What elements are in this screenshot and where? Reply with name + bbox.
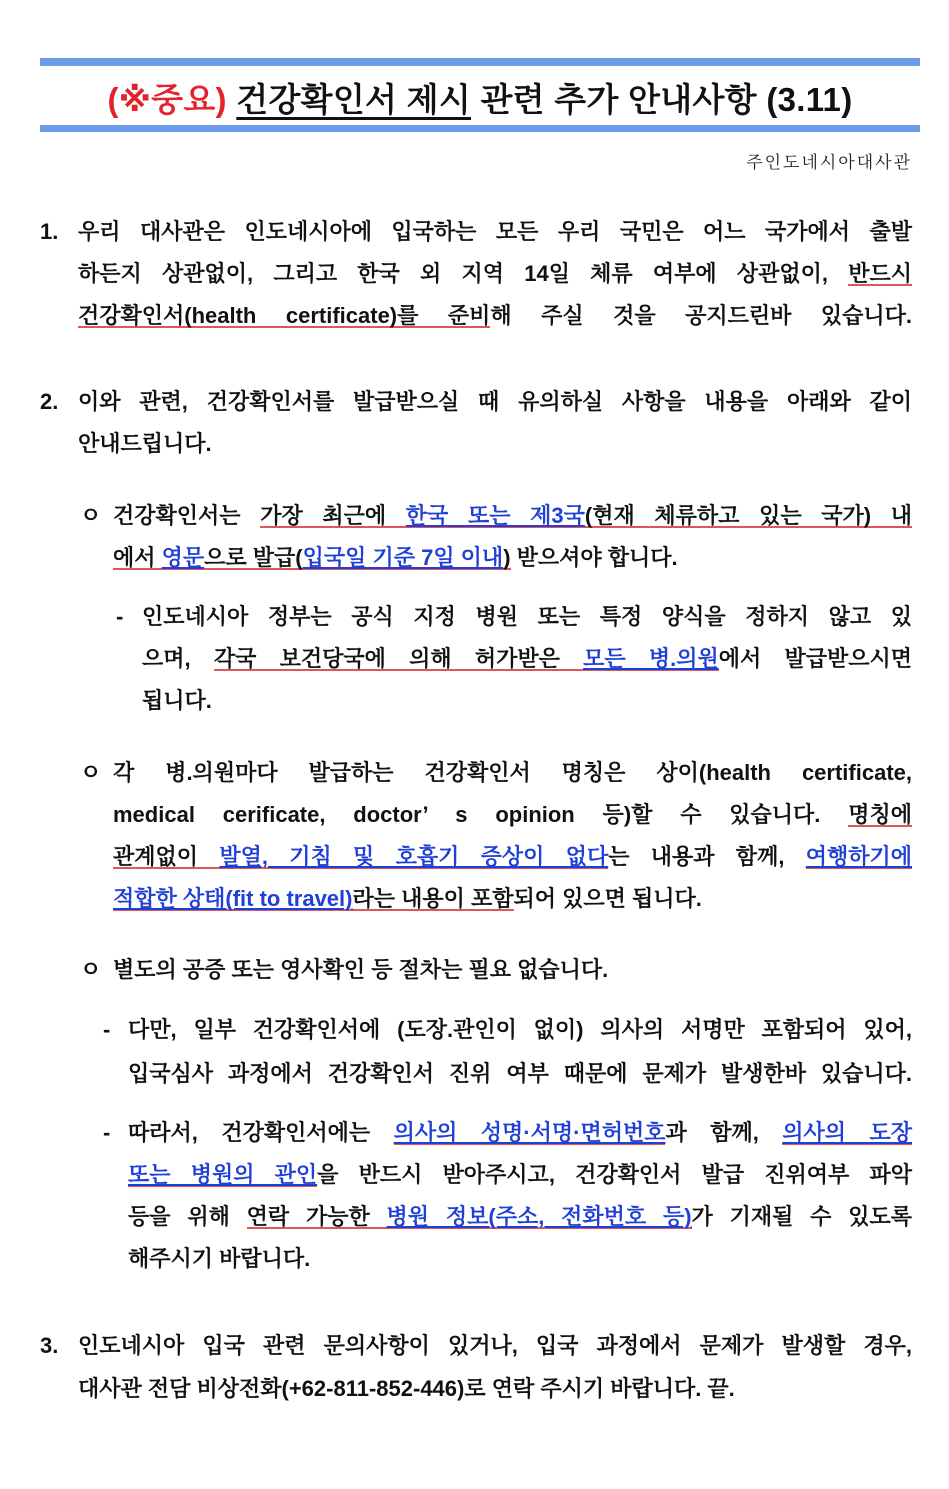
sender-embassy: 주인도네시아대사관 <box>746 153 912 172</box>
text-line <box>128 1008 912 1052</box>
text-segment: 등을 위해 <box>128 1204 247 1229</box>
text-segment: 건강확인서는 <box>113 503 261 528</box>
text-line <box>113 949 912 991</box>
text-segment: 인도네시아 입국 관련 문의사항이 있거나, 입국 과정에서 문제가 발생할 경우, <box>78 1333 912 1358</box>
text-line <box>142 680 912 722</box>
text-segment: medical cerificate, doctor’ s opinion 등)할 수 있습니다. <box>113 802 849 827</box>
paragraph-text <box>78 381 912 465</box>
importance-tag: (※중요) <box>107 81 227 118</box>
underlined-text: (현재 체류하고 있는 국가) 내 <box>584 503 912 528</box>
highlighted-text: 의사의 성명·서명·면허번호 <box>393 1120 666 1145</box>
paragraph-number: 1. <box>40 219 59 244</box>
top-accent-bar <box>40 58 920 66</box>
note-text <box>128 1112 912 1280</box>
paragraph-text <box>78 211 912 337</box>
text-segment: 가 기재될 수 있도록 <box>691 1204 912 1229</box>
text-segment: 각 병.의원마다 발급하는 건강확인서 명칭은 상이(health certificate, <box>113 760 912 785</box>
text-line <box>78 423 912 465</box>
text-segment: 이와 관련, 건강확인서를 발급받으실 때 유의하실 사항을 내용을 아래와 같이 <box>78 389 912 414</box>
underlined-text: 명칭에 <box>848 802 912 827</box>
bullet-marker: ㅇ <box>80 503 102 528</box>
highlighted-text: 여행하기에 <box>805 844 912 869</box>
text-segment: 다만, 일부 건강확인서에 (도장.관인이 없이) 의사의 서명만 포함되어 있어, <box>128 1017 912 1042</box>
underlined-text: 반드시 <box>848 261 912 286</box>
underlined-text: 라는 내용이 포함 <box>352 886 514 911</box>
bullet-text <box>113 752 912 920</box>
bullet-marker: ㅇ <box>80 957 102 982</box>
text-line <box>78 1324 912 1367</box>
text-segment: 받으셔야 합니다. <box>510 545 678 570</box>
text-segment: 해 주실 것을 공지드린바 있습니다. <box>490 303 913 328</box>
text-line <box>128 1238 912 1280</box>
text-line <box>128 1112 912 1154</box>
text-segment: 우리 대사관은 인도네시아에 입국하는 모든 우리 국민은 어느 국가에서 출발 <box>78 219 912 244</box>
text-line <box>142 638 912 680</box>
text-segment: 안내드립니다. <box>78 431 212 456</box>
text-line <box>78 1367 912 1410</box>
bullet-marker: ㅇ <box>80 760 102 785</box>
text-segment: 해주시기 바랍니다. <box>128 1246 311 1271</box>
dash-marker: - <box>103 1120 111 1145</box>
text-segment: 으며, <box>142 646 214 671</box>
text-line <box>78 381 912 423</box>
text-line <box>78 253 912 295</box>
highlighted-text: 모든 병.의원 <box>583 646 719 671</box>
text-line <box>142 596 912 638</box>
highlighted-text: 병원 정보(주소, 전화번호 등) <box>386 1204 692 1229</box>
text-line <box>128 1052 912 1096</box>
highlighted-text: 한국 또는 제3국 <box>405 503 585 528</box>
text-line <box>113 495 912 537</box>
highlighted-text: 발열, 기침 및 호흡기 증상이 없다 <box>219 844 609 869</box>
text-segment: 을 반드시 받아주시고, 건강확인서 발급 진위여부 파악 <box>317 1162 912 1187</box>
underlined-text: 각국 보건당국에 의해 허가받은 <box>213 646 584 671</box>
text-segment: 인도네시아 정부는 공식 지정 병원 또는 특정 양식을 정하지 않고 있 <box>142 604 912 629</box>
note-text <box>142 596 912 722</box>
highlighted-text: 적합한 상태(fit to travel) <box>113 886 353 911</box>
text-line <box>128 1154 912 1196</box>
text-segment: 하든지 상관없이, 그리고 한국 외 지역 14일 체류 여부에 상관없이, <box>78 261 849 286</box>
text-segment: 에서 발급받으시면 <box>718 646 912 671</box>
title-underlined-text: 건강확인서 제시 <box>236 81 472 118</box>
text-segment: 됩니다. <box>142 688 212 713</box>
underlined-text: 가장 최근에 <box>260 503 406 528</box>
dash-marker: - <box>103 1017 111 1042</box>
bullet-text <box>113 495 912 579</box>
highlighted-text: 영문 <box>161 545 205 570</box>
paragraph-number: 2. <box>40 389 59 414</box>
highlighted-text: 의사의 도장 <box>782 1120 913 1145</box>
page-title <box>40 76 920 124</box>
bullet-text <box>113 949 912 991</box>
bottom-accent-bar <box>40 125 920 132</box>
text-line <box>128 1196 912 1238</box>
underlined-text: ) <box>503 545 511 570</box>
paragraph-text <box>78 1324 912 1410</box>
text-segment: 별도의 공증 또는 영사확인 등 절차는 필요 없습니다. <box>113 957 609 982</box>
text-segment: 따라서, 건강확인서에는 <box>128 1120 394 1145</box>
title-text: 관련 추가 안내사항 (3.11) <box>480 81 853 118</box>
text-line <box>113 537 912 579</box>
text-segment: 과 함께, <box>665 1120 783 1145</box>
underlined-text: 관계없이 <box>113 844 220 869</box>
highlighted-text: 또는 병원의 관인 <box>128 1162 318 1187</box>
text-segment: 되어 있으면 됩니다. <box>513 886 702 911</box>
text-segment: 입국심사 과정에서 건강확인서 진위 여부 때문에 문제가 발생한바 있습니다. <box>128 1061 912 1086</box>
underlined-text: 에서 <box>113 545 162 570</box>
text-line <box>113 836 912 878</box>
dash-marker: - <box>116 604 124 629</box>
text-line <box>113 794 912 836</box>
text-segment: 는 내용과 함께, <box>608 844 806 869</box>
note-text <box>128 1008 912 1096</box>
underlined-text: 건강확인서(health certificate)를 준비 <box>78 303 491 328</box>
text-line <box>78 295 912 337</box>
underlined-text: 연락 가능한 <box>246 1204 387 1229</box>
text-line <box>113 878 912 920</box>
underlined-text: 으로 발급( <box>204 545 303 570</box>
paragraph-number: 3. <box>40 1333 59 1358</box>
text-line <box>113 752 912 794</box>
text-line <box>78 211 912 253</box>
text-segment: 대사관 전담 비상전화(+62-811-852-446)로 연락 주시기 바랍니다. 끝. <box>78 1376 735 1401</box>
highlighted-text: 입국일 기준 7일 이내 <box>302 545 504 570</box>
